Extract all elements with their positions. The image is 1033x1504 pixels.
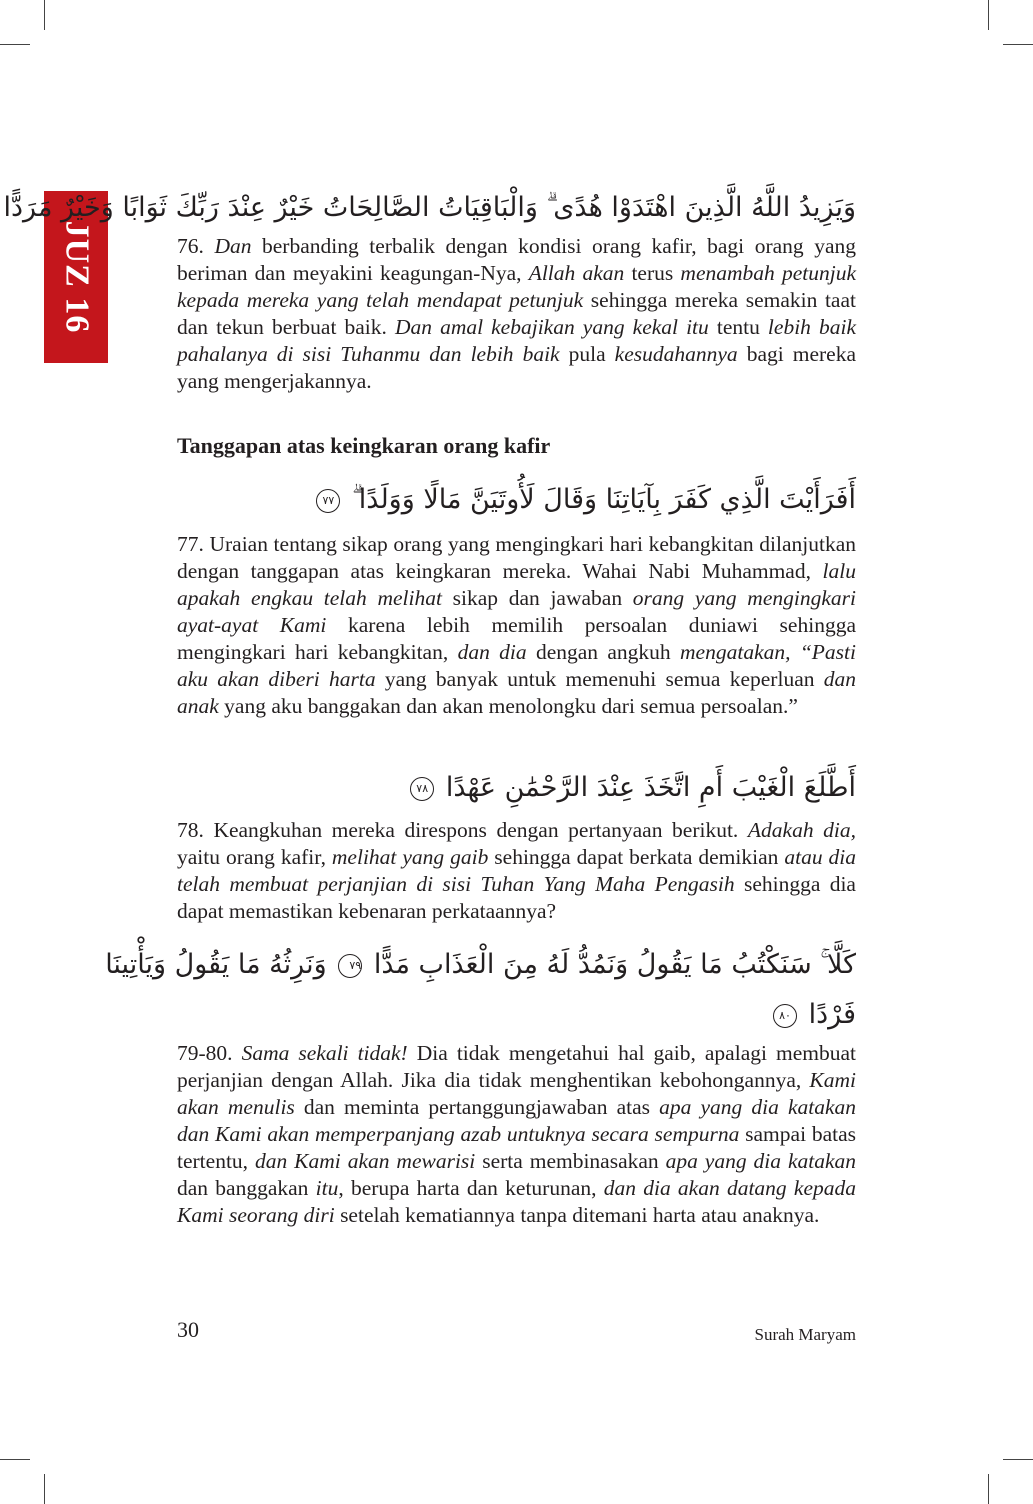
- text-run: 76.: [177, 234, 215, 258]
- verse-number-marker: ٧٩: [338, 954, 362, 978]
- arabic-text: وَيَزِيدُ اللَّهُ الَّذِينَ اهْتَدَوْا هُدًى ۗ وَالْبَاقِيَاتُ الصَّالِحَاتُ خَيْرٌ عِنْدَ رَبِّكَ ثَوَابًا وَخَيْرٌ مَرَدًّا: [3, 192, 856, 223]
- italic-text: kesudahannya: [614, 342, 738, 366]
- paragraph-77: [177, 531, 856, 720]
- italic-text: itu: [315, 1176, 339, 1200]
- italic-text: Dan: [214, 234, 252, 258]
- juz-label: JUZ 16: [58, 220, 96, 334]
- italic-text: apa yang dia katakan: [665, 1149, 857, 1173]
- crop-mark: [1003, 44, 1033, 45]
- text-run: dengan angkuh: [526, 640, 681, 664]
- text-run: yang banyak untuk memenuhi semua keperluan: [375, 667, 824, 691]
- text-run: sampai batas tertentu,: [177, 1122, 856, 1173]
- arabic-text: أَفَرَأَيْتَ الَّذِي كَفَرَ بِآيَاتِنَا وَقَالَ لَأُوتَيَنَّ مَالًا وَوَلَدًا ۗ: [352, 484, 856, 515]
- paragraph-76: [177, 233, 856, 395]
- crop-mark: [0, 1459, 30, 1460]
- arabic-text: فَرْدًا: [808, 999, 856, 1030]
- text-run: 77. Uraian tentang sikap orang yang mengingkari hari kebangkitan dilanjutkan dengan tanggapan atas keingkaran mereka. Wahai Nabi Muhammad,: [177, 532, 856, 583]
- italic-text: Kami akan menulis: [177, 1068, 856, 1119]
- text-run: dan banggakan: [177, 1176, 316, 1200]
- italic-text: dan dia: [457, 640, 527, 664]
- crop-mark: [44, 0, 45, 30]
- italic-text: Adakah dia,: [747, 818, 856, 842]
- arabic-verse-78: [177, 766, 856, 810]
- italic-text: atau dia telah membuat perjanjian di sisi Tuhan Yang Maha Pengasih: [177, 845, 856, 896]
- text-run: karena lebih memilih persoalan duniawi sehingga mengingkari hari kebangkitan,: [177, 613, 856, 664]
- crop-mark: [988, 1474, 989, 1504]
- text-run: 78. Keangkuhan mereka direspons dengan pertanyaan berikut.: [177, 818, 748, 842]
- italic-text: lebih baik pahalanya di sisi Tuhanmu dan lebih baik: [177, 315, 856, 366]
- text-run: bagi mereka yang mengerjakannya.: [177, 342, 856, 393]
- verse-number-marker: ٧٧: [316, 489, 340, 513]
- italic-text: melihat yang gaib: [331, 845, 489, 869]
- arabic-verse-79: [105, 943, 856, 987]
- text-run: serta membinasakan: [475, 1149, 666, 1173]
- italic-text: menambah petunjuk kepada mereka yang telah mendapat petunjuk: [177, 261, 856, 312]
- italic-text: dan dia akan datang kepada Kami seorang diri: [177, 1176, 856, 1227]
- text-run: sikap dan jawaban: [441, 586, 633, 610]
- italic-text: Allah akan: [528, 261, 625, 285]
- text-run: sehingga dia dapat memastikan kebenaran perkataannya?: [177, 872, 856, 923]
- italic-text: Sama sekali tidak!: [241, 1041, 408, 1065]
- verse-number-marker: ٨٠: [773, 1004, 797, 1028]
- italic-text: orang yang mengingkari ayat-ayat Kami: [177, 586, 856, 637]
- text-run: yaitu orang kafir,: [177, 845, 332, 869]
- crop-mark: [0, 44, 30, 45]
- text-run: , berupa harta dan keturunan,: [338, 1176, 604, 1200]
- italic-text: apa yang dia katakan dan Kami akan memperpanjang azab untuknya secara sempurna: [177, 1095, 856, 1146]
- text-run: setelah kematiannya tanpa ditemani harta atau anaknya.: [334, 1203, 820, 1227]
- text-run: sehingga dapat berkata demikian: [488, 845, 785, 869]
- arabic-text: كَلَّا ۚ سَنَكْتُبُ مَا يَقُولُ وَنَمُدُّ لَهُ مِنَ الْعَذَابِ مَدًّا: [373, 949, 856, 980]
- text-run: dan meminta pertanggungjawaban atas: [294, 1095, 660, 1119]
- verse-number-marker: ٧٨: [410, 777, 434, 801]
- text-run: yang aku banggakan dan akan menolongku dari semua persoalan.”: [218, 694, 798, 718]
- text-run: pula: [559, 342, 615, 366]
- section-heading: Tanggapan atas keingkaran orang kafir: [177, 433, 551, 458]
- italic-text: dan anak: [177, 667, 856, 718]
- arabic-text: وَنَرِثُهُ مَا يَقُولُ وَيَأْتِينَا: [105, 949, 327, 980]
- arabic-verse-80: [177, 993, 856, 1037]
- italic-text: lalu apakah engkau telah melihat: [177, 559, 856, 610]
- text-run: berbanding terbalik dengan kondisi orang kafir, bagi orang yang beriman dan meyakini keagungan-Nya,: [177, 234, 857, 285]
- arabic-text: أَطَّلَعَ الْغَيْبَ أَمِ اتَّخَذَ عِنْدَ الرَّحْمَٰنِ عَهْدًا: [445, 772, 856, 803]
- text-run: Dia tidak mengetahui hal gaib, apalagi membuat perjanjian dengan Allah. Jika dia tidak menghentikan kebohongannya,: [177, 1041, 856, 1092]
- text-run: sehingga mereka semakin taat dan tekun berbuat baik.: [177, 288, 856, 339]
- text-run: tentu: [708, 315, 768, 339]
- paragraph-78: [177, 817, 856, 925]
- text-run: terus: [624, 261, 681, 285]
- italic-text: Dan amal kebajikan yang kekal itu: [394, 315, 709, 339]
- arabic-verse-77: [177, 478, 856, 522]
- running-title: Surah Maryam: [754, 1325, 856, 1344]
- paragraph-79-80: [177, 1040, 856, 1229]
- crop-mark: [988, 0, 989, 30]
- italic-text: mengatakan, “Pasti aku akan diberi harta: [177, 640, 856, 691]
- crop-mark: [44, 1474, 45, 1504]
- page-number: 30: [177, 1317, 199, 1342]
- italic-text: dan Kami akan mewarisi: [254, 1149, 476, 1173]
- crop-mark: [1003, 1459, 1033, 1460]
- text-run: 79-80.: [177, 1041, 242, 1065]
- arabic-verse-76: [3, 186, 856, 230]
